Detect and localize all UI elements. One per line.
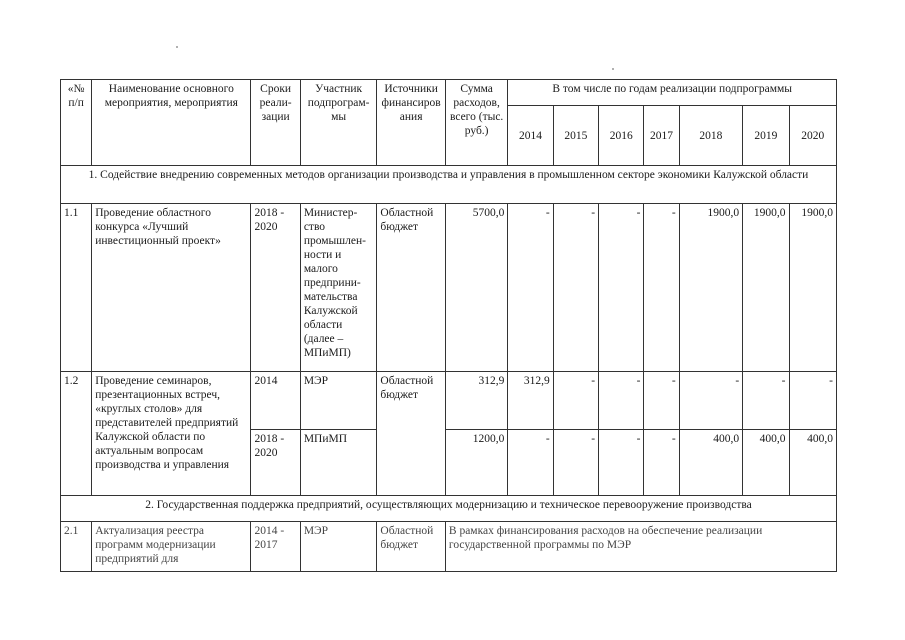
header-num: «№ п/п	[61, 80, 92, 166]
row-year-value: 400,0	[743, 430, 789, 496]
row-year-value: 1900,0	[789, 204, 837, 372]
row-name: Проведение областного конкурса «Лучший инвестиционный проект»	[92, 204, 251, 372]
row-year-value: -	[644, 430, 679, 496]
section-title: 1. Содействие внедрению современных методов организации производства и управления в промышленном секторе экономики Калужской области	[61, 166, 837, 204]
row-sum: 5700,0	[445, 204, 507, 372]
header-year: 2020	[789, 106, 837, 166]
row-name: Актуализация реестра программ модернизации предприятий для	[92, 522, 251, 572]
row-year-value: -	[508, 430, 553, 496]
row-source: Областной бюджет	[377, 522, 446, 572]
row-year-value: -	[644, 372, 679, 430]
row-note: В рамках финансирования расходов на обеспечение реализации государственной программы по МЭР	[445, 522, 836, 572]
row-year-value: 312,9	[508, 372, 553, 430]
row-year-value: -	[553, 430, 598, 496]
row-terms: 2018 - 2020	[251, 430, 300, 496]
row-year-value: -	[599, 372, 644, 430]
row-year-value: 1900,0	[743, 204, 789, 372]
header-sum: Сумма расходов, всего (тыс. руб.)	[445, 80, 507, 166]
table-header-row	[61, 80, 837, 106]
row-participant: МЭР	[300, 372, 377, 430]
row-name: Проведение семинаров, презентационных встреч, «круглых столов» для представителей предприятий Калужской области по актуальным вопросам производства и управления	[92, 372, 251, 496]
section-row	[61, 166, 837, 204]
row-year-value: -	[599, 430, 644, 496]
row-year-value: -	[599, 204, 644, 372]
row-source: Областной бюджет	[377, 372, 446, 496]
header-year: 2018	[679, 106, 742, 166]
row-year-value: -	[743, 372, 789, 430]
section-title: 2. Государственная поддержка предприятий, осуществляющих модернизацию и техническое перевооружение производства	[61, 496, 837, 522]
section-row	[61, 496, 837, 522]
header-year: 2016	[599, 106, 644, 166]
row-num: 1.2	[61, 372, 92, 496]
row-year-value: -	[644, 204, 679, 372]
table-row	[61, 204, 837, 372]
table-row	[61, 522, 837, 572]
row-num: 2.1	[61, 522, 92, 572]
row-num: 1.1	[61, 204, 92, 372]
row-year-value: -	[553, 372, 598, 430]
row-participant: МЭР	[300, 522, 377, 572]
row-year-value: -	[789, 372, 837, 430]
header-years-caption: В том числе по годам реализации подпрограммы	[508, 80, 837, 106]
header-name: Наименование основного мероприятия, мероприятия	[92, 80, 251, 166]
row-year-value: 1900,0	[679, 204, 742, 372]
scan-speck	[176, 46, 178, 48]
row-year-value: 400,0	[789, 430, 837, 496]
row-sum: 312,9	[445, 372, 507, 430]
table-row	[61, 372, 837, 430]
row-terms: 2014	[251, 372, 300, 430]
row-terms: 2014 - 2017	[251, 522, 300, 572]
header-participant: Участник подпрограм-мы	[300, 80, 377, 166]
row-sum: 1200,0	[445, 430, 507, 496]
row-participant: МПиМП	[300, 430, 377, 496]
row-terms: 2018 - 2020	[251, 204, 300, 372]
header-year: 2014	[508, 106, 553, 166]
row-source: Областной бюджет	[377, 204, 446, 372]
row-year-value: -	[508, 204, 553, 372]
header-sources: Источники финансиров ания	[377, 80, 446, 166]
row-year-value: -	[553, 204, 598, 372]
subprogram-table	[60, 79, 837, 572]
row-participant: Министер-ство промышлен-ности и малого предприни-мательства Калужской области (далее – МПиМП)	[300, 204, 377, 372]
row-year-value: -	[679, 372, 742, 430]
row-year-value: 400,0	[679, 430, 742, 496]
header-year: 2015	[553, 106, 598, 166]
header-year: 2019	[743, 106, 789, 166]
header-terms: Сроки реали-зации	[251, 80, 300, 166]
scan-speck	[612, 68, 614, 70]
header-year: 2017	[644, 106, 679, 166]
